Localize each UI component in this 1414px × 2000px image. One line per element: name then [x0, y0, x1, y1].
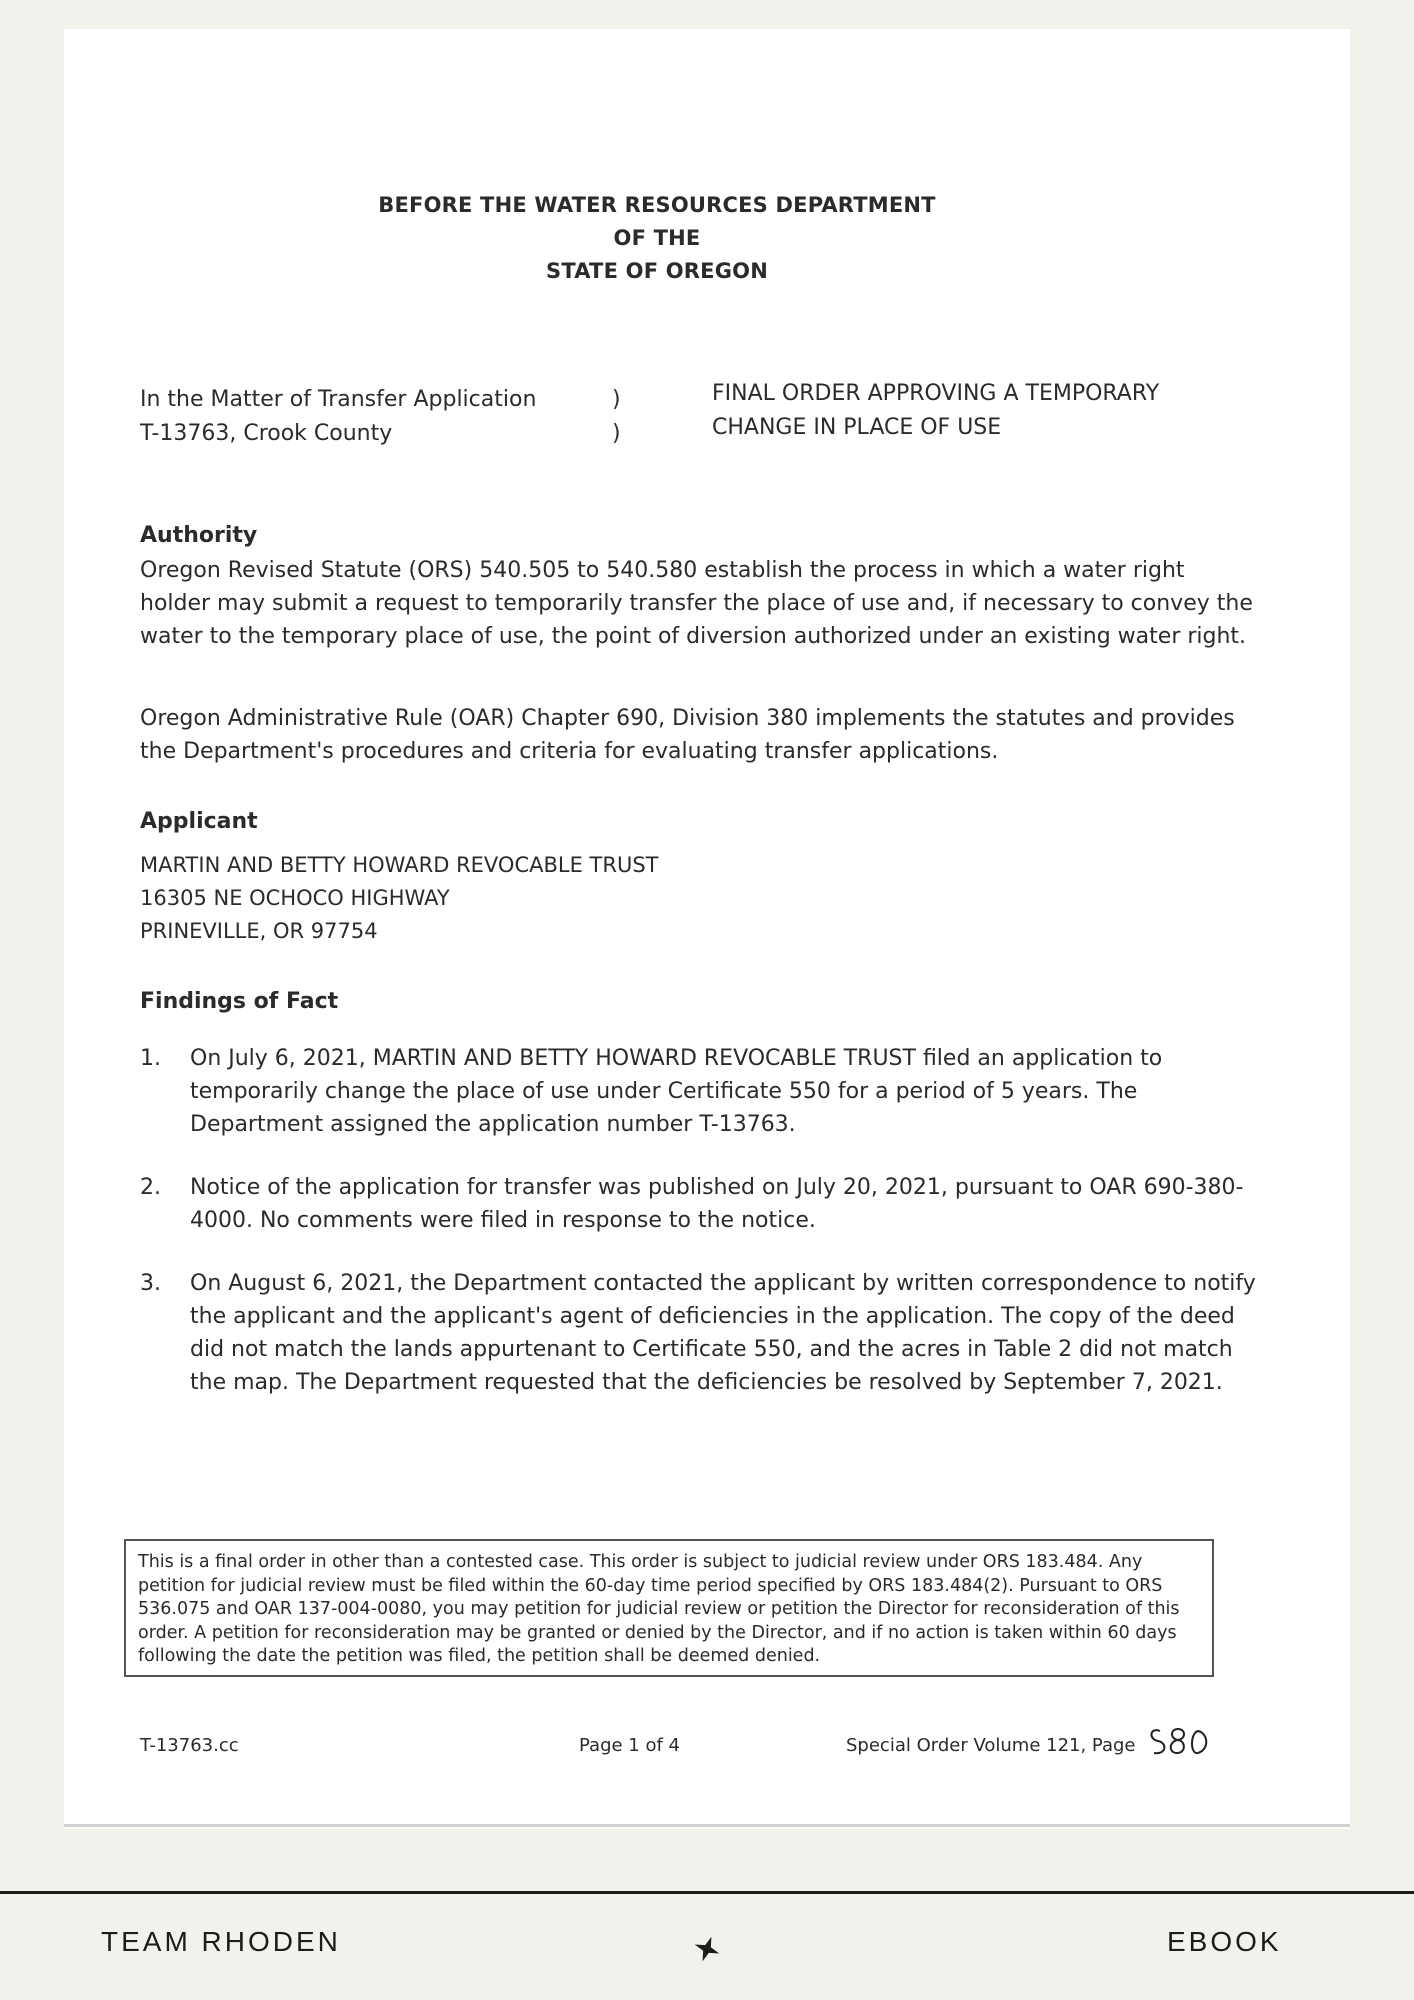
authority-paragraph-1: Oregon Revised Statute (ORS) 540.505 to 540.580 establish the process in which a water right holder may submit a request to temporarily transfer the place of use and, if necessary to convey the water to the temporary place of use, the point of diversion authorized under an existing water right. [140, 558, 1253, 649]
applicant-name: MARTIN AND BETTY HOWARD REVOCABLE TRUST [140, 853, 659, 877]
heading-line-2: OF THE [613, 226, 701, 250]
caption-right-line-2: CHANGE IN PLACE OF USE [712, 415, 1002, 440]
finding-text: Notice of the application for transfer was published on July 20, 2021, pursuant to OAR 690-380-4000. No comments were filed in response to the notice. [190, 1175, 1244, 1233]
findings-title: Findings of Fact [140, 989, 339, 1014]
finding-number: 1. [140, 1046, 161, 1071]
footer-file-id: T-13763.cc [140, 1735, 239, 1756]
applicant-title: Applicant [140, 809, 258, 834]
caption-parens [612, 383, 621, 451]
final-order-notice-box: This is a final order in other than a contested case. This order is subject to judicial review under ORS 183.484. Any petition for judicial review must be filed within the 60-day time period specified by ORS 183.484(2). Pursuant to ORS 536.075 and OAR 137-004-0080, you may petition for judicial review or petition the Director for reconsideration of this order. A petition for reconsideration may be granted or denied by the Director, and if no action is taken within 60 days following the date the petition was filed, the petition shall be deemed denied. [124, 1539, 1214, 1677]
page-bottom-edge [64, 1824, 1350, 1827]
four-point-star-icon [692, 1934, 722, 1964]
caption-left-line-2: T-13763, Crook County [140, 421, 393, 446]
applicant-street: 16305 NE OCHOCO HIGHWAY [140, 886, 450, 910]
applicant-city: PRINEVILLE, OR 97754 [140, 919, 378, 943]
footer-volume: Special Order Volume 121, Page [846, 1735, 1136, 1756]
heading-line-1: BEFORE THE WATER RESOURCES DEPARTMENT [378, 193, 936, 217]
finding-text: On August 6, 2021, the Department contacted the applicant by written correspondence to notify the applicant and the applicant's agent of deficiencies in the application. The copy of the deed did not match the lands appurtenant to Certificate 550, and the acres in Table 2 did not match the map. The Department requested that the deficiencies be resolved by September 7, 2021. [190, 1271, 1256, 1395]
handwritten-page-number [1146, 1723, 1212, 1763]
applicant-address [140, 849, 659, 948]
footer-page-number: Page 1 of 4 [579, 1735, 680, 1756]
authority-title: Authority [140, 523, 258, 548]
footer-divider [0, 1891, 1414, 1894]
caption-paren-2: ) [612, 421, 621, 446]
finding-number: 3. [140, 1271, 161, 1296]
authority-paragraph-2: Oregon Administrative Rule (OAR) Chapter 690, Division 380 implements the statutes and provides the Department's procedures and criteria for evaluating transfer applications. [140, 706, 1235, 764]
finding-number: 2. [140, 1175, 161, 1200]
caption-order-title [712, 377, 1159, 445]
finding-text: On July 6, 2021, MARTIN AND BETTY HOWARD REVOCABLE TRUST filed an application to temporarily change the place of use under Certificate 550 for a period of 5 years. The Department assigned the application number T-13763. [190, 1046, 1163, 1137]
caption-left-line-1: In the Matter of Transfer Application [140, 387, 537, 412]
ebook-label: EBOOK [1167, 1926, 1282, 1957]
caption-paren-1: ) [612, 387, 621, 412]
brand-name: TEAM RHODEN [101, 1926, 341, 1957]
caption-matter [140, 383, 536, 451]
heading-line-3: STATE OF OREGON [546, 259, 768, 283]
document-page [64, 29, 1350, 1829]
caption-right-line-1: FINAL ORDER APPROVING A TEMPORARY [712, 381, 1160, 406]
document-heading [64, 189, 1350, 288]
